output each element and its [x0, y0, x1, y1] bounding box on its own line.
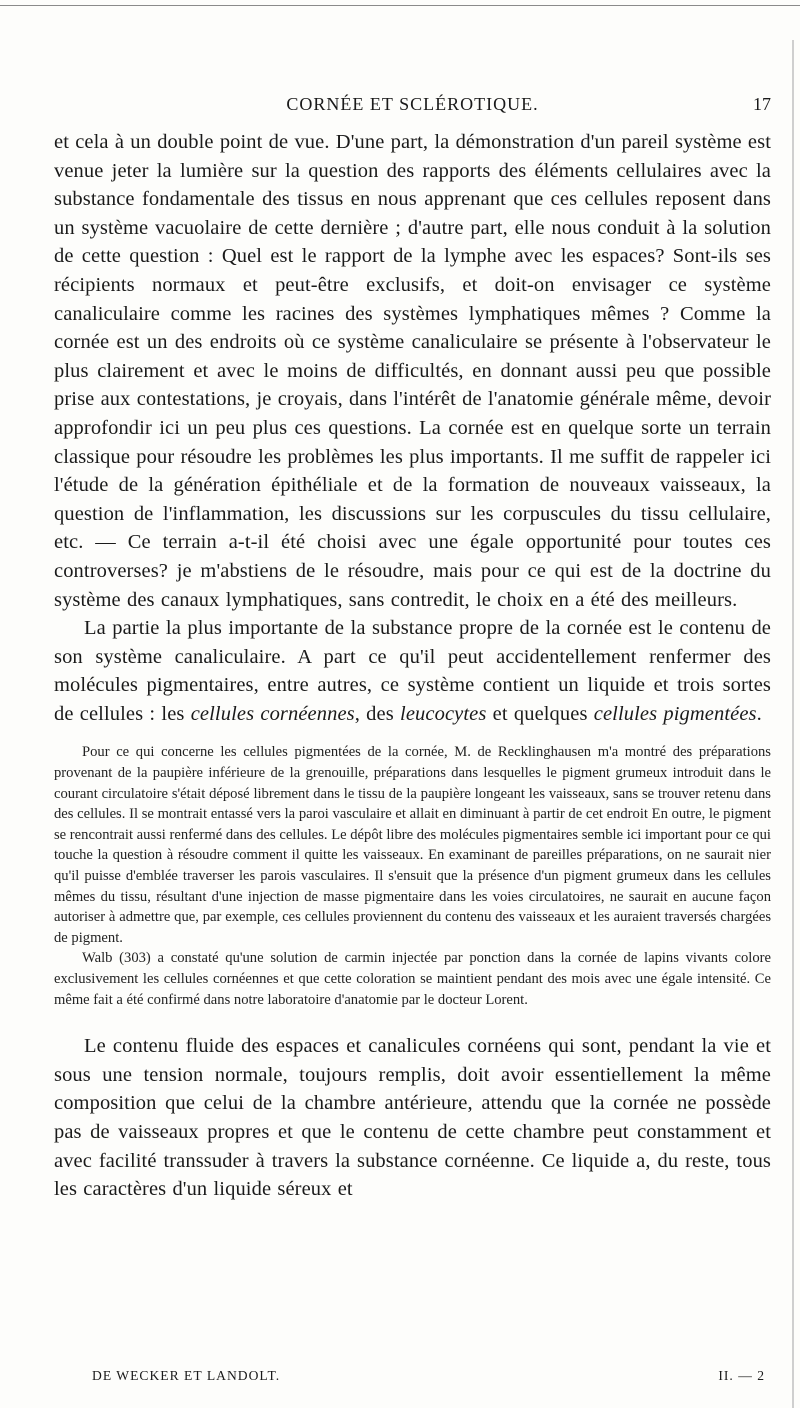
top-rule: [0, 5, 800, 6]
small-print-note: [54, 742, 771, 1010]
signature-line: [54, 1368, 771, 1386]
signature-left: DE WECKER ET LANDOLT.: [92, 1368, 281, 1383]
running-title: CORNÉE ET SCLÉROTIQUE.: [286, 94, 539, 114]
note-paragraph-1: Pour ce qui concerne les cellules pigmentées de la cornée, M. de Recklinghausen m'a montré des préparations provenant de la paupière inférieure de la grenouille, préparations dans lesquelles le pigment grumeux introduit dans le courant circulatoire s'était déposé librement dans le tissu de la paupière longeant les vaisseaux, sans se trouver retenu dans des cellules. Il se montrait entassé vers la paroi vasculaire et allait en diminuant à partir de cet endroit En outre, le pigment se rencontrait aussi renfermé dans des cellules. Le dépôt libre des molécules pigmentaires semble ici important pour ce qui touche la question à résoudre comment il quitte les vaisseaux. En examinant de pareilles préparations, on ne saurait nier qu'il puisse d'emblée traverser les parois vasculaires. Il s'ensuit que la présence d'un pigment grumeux dans les cellules mêmes du tissu, résultant d'une injection de masse pigmentaire dans les voies circulatoires, ne saurait en aucune façon autoriser à admettre que, par exemple, ces cellules proviennent du contenu des vaisseaux et les auraient traversés chargées de pigment.: [54, 744, 771, 946]
paragraph-2-end: .: [756, 702, 762, 725]
paragraph-2-mid2: et quelques: [486, 702, 594, 725]
page-header: [54, 94, 771, 120]
page-number: 17: [753, 94, 771, 114]
term-cellules-corneennes: cellules cornéennes: [190, 702, 355, 725]
signature-right: II. — 2: [718, 1368, 765, 1383]
page-body: [54, 128, 771, 1204]
term-cellules-pigmentees: cellules pigmentées: [593, 702, 757, 725]
note-paragraph-2: Walb (303) a constaté qu'une solution de carmin injectée par ponction dans la cornée de lapins vivants colore exclusivement les cellules cornéennes et que cette coloration se maintient pendant des mois avec une égale intensité. Ce même fait a été confirmé dans notre laboratoire d'anatomie par le docteur Lorent.: [54, 950, 771, 1008]
paragraph-2-start: La partie la plus importante de la substance propre de la cornée est le contenu de son système canaliculaire. A part ce qu'il peut accidentellement renfermer des molécules pigmentaires, entre autres, ce système contient un liquide et trois sortes de cellules : les: [54, 617, 771, 725]
paragraph-2-mid: , des: [354, 702, 401, 725]
page-edge: [792, 40, 794, 1408]
paragraph-3: Le contenu fluide des espaces et canalicules cornéens qui sont, pendant la vie et sous une tension normale, toujours remplis, doit avoir essentiellement la même composition que celui de la chambre antérieure, attendu que la cornée ne possède pas de vaisseaux propres et que le contenu de cette chambre peut constamment et avec facilité transsuder à travers la substance cornéenne. Ce liquide a, du reste, tous les caractères d'un liquide séreux et: [54, 1035, 771, 1201]
paragraph-1: et cela à un double point de vue. D'une part, la démonstration d'un pareil système est venue jeter la lumière sur la question des rapports des éléments cellulaires avec la substance fondamentale des tissus en nous apprenant que ces cellules reposent dans un système vacuolaire de cette dernière ; d'autre part, elle nous conduit à la solution de cette question : Quel est le rapport de la lymphe avec les espaces? Sont-ils ses récipients normaux et peut-être exclusifs, et doit-on envisager ce système canaliculaire comme les racines des systèmes lymphatiques mêmes ? Comme la cornée est un des endroits où ce système canaliculaire se présente à l'observateur le plus clairement et avec le moins de difficultés, en donnant aussi peu que possible prise aux contestations, je croyais, dans l'intérêt de l'anatomie générale même, devoir approfondir ici un peu plus ces questions. La cornée est en quelque sorte un terrain classique pour résoudre les problèmes les plus importants. Il me suffit de rappeler ici l'étude de la génération épithéliale et de la formation de nouveaux vaisseaux, la question de l'inflammation, les discussions sur les corpuscules du tissu cellulaire, etc. — Ce terrain a-t-il été choisi avec une égale opportunité pour toutes ces controverses? je m'abstiens de le résoudre, mais pour ce qui est de la doctrine du système des canaux lymphatiques, sans contredit, le choix en a été des meilleurs.: [54, 131, 771, 611]
paragraph-2: [54, 614, 771, 728]
term-leucocytes: leucocytes: [400, 702, 487, 725]
